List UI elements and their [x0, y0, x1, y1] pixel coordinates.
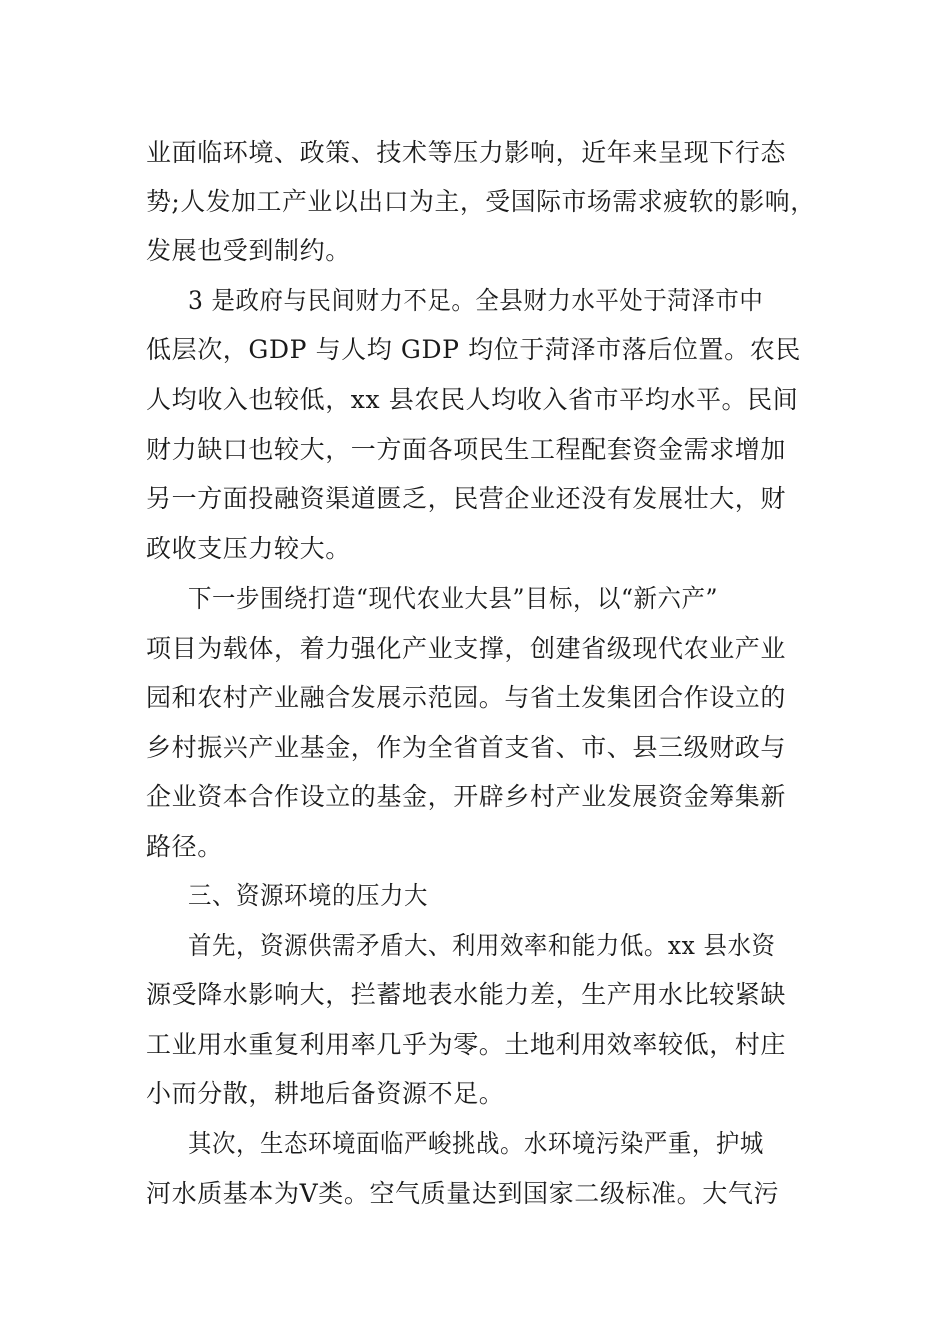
- text-line: 乡村振兴产业基金，作为全省首支省、市、县三级财政与: [146, 733, 787, 762]
- text-line: 低层次，GDP 与人均 GDP 均位于菏泽市落后位置。农民: [146, 335, 801, 364]
- text-line: 园和农村产业融合发展示范园。与省土发集团合作设立的: [146, 683, 787, 712]
- text-line: 企业资本合作设立的基金，开辟乡村产业发展资金筹集新: [146, 782, 787, 811]
- text-line: 小而分散，耕地后备资源不足。: [146, 1079, 505, 1108]
- text-line: 项目为载体，着力强化产业支撑，创建省级现代农业产业: [146, 634, 787, 663]
- text-line: 工业用水重复利用率几乎为零。土地利用效率较低，村庄: [146, 1030, 787, 1059]
- text-line: 财力缺口也较大，一方面各项民生工程配套资金需求增加: [146, 435, 787, 464]
- text-line: 势;人发加工产业以出口为主，受国际市场需求疲软的影响，: [146, 187, 816, 216]
- text-line: 政收支压力较大。: [146, 534, 351, 563]
- text-line: 3 是政府与民间财力不足。全县财力水平处于菏泽市中: [188, 286, 764, 315]
- text-line: 下一步围绕打造“现代农业大县”目标，以“新六产”: [188, 584, 719, 613]
- text-line: 业面临环境、政策、技术等压力影响，近年来呈现下行态: [146, 138, 787, 167]
- text-line: 另一方面投融资渠道匮乏，民营企业还没有发展壮大，财: [146, 484, 787, 513]
- text-line: 首先，资源供需矛盾大、利用效率和能力低。xx 县水资: [188, 931, 776, 960]
- section-heading: 三、资源环境的压力大: [188, 881, 428, 910]
- text-line: 其次，生态环境面临严峻挑战。水环境污染严重，护城: [188, 1129, 764, 1158]
- text-line: 河水质基本为Ⅴ类。空气质量达到国家二级标准。大气污: [146, 1179, 780, 1208]
- text-line: 源受降水影响大，拦蓄地表水能力差，生产用水比较紧缺: [146, 980, 787, 1009]
- text-line: 人均收入也较低，xx 县农民人均收入省市平均水平。民间: [146, 385, 799, 414]
- text-line: 发展也受到制约。: [146, 236, 351, 265]
- text-line: 路径。: [146, 832, 223, 861]
